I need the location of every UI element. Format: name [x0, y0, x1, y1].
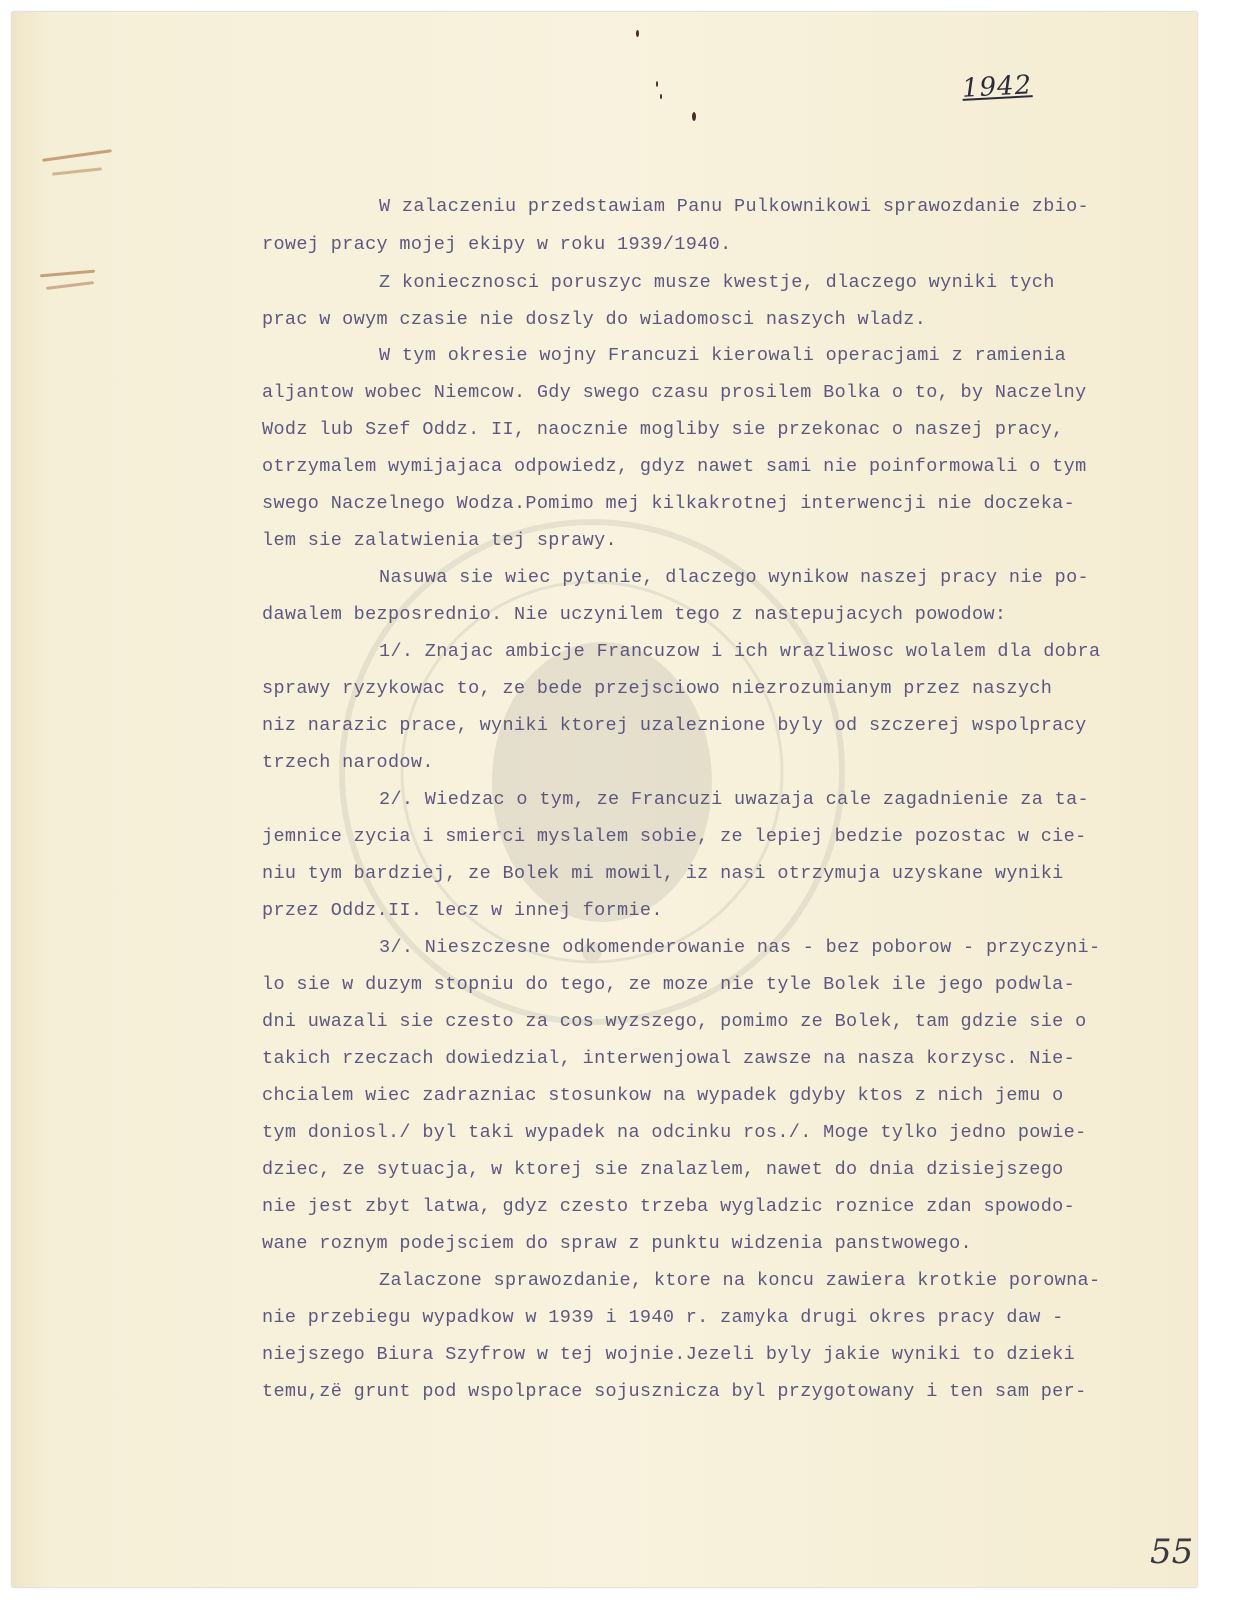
letter-line: Wodz lub Szef Oddz. II, naocznie mogliby sie przekonac o naszej pracy,	[262, 419, 1064, 440]
ink-marks	[632, 26, 732, 136]
letter-line: dni uwazali sie czesto za cos wyzszego, pomimo ze Bolek, tam gdzie sie o	[262, 1011, 1087, 1032]
letter-line: niejszego Biura Szyfrow w tej wojnie.Jezeli byly jakie wyniki to dzieki	[262, 1344, 1076, 1365]
letter-line: dziec, ze sytuacja, w ktorej sie znalazlem, nawet do dnia dzisiejszego	[262, 1159, 1064, 1180]
rust-stain	[46, 281, 94, 290]
letter-line: aljantow wobec Niemcow. Gdy swego czasu prosilem Bolka o to, by Naczelny	[262, 382, 1087, 403]
letter-line: W tym okresie wojny Francuzi kierowali operacjami z ramienia	[379, 345, 1067, 366]
letter-line: 2/. Wiedzac o tym, ze Francuzi uwazaja cale zagadnienie za ta-	[379, 789, 1090, 810]
letter-line: wane roznym podejsciem do spraw z punktu widzenia panstwowego.	[262, 1233, 973, 1254]
letter-line: niu tym bardziej, ze Bolek mi mowil, iz nasi otrzymuja uzyskane wyniki	[262, 863, 1064, 884]
letter-line: dawalem bezposrednio. Nie uczynilem tego z nastepujacych powodow:	[262, 604, 1007, 625]
rust-stain	[52, 167, 102, 175]
letter-line: temu,zë grunt pod wspolprace sojusznicza byl przygotowany i ten sam per-	[262, 1381, 1087, 1402]
letter-line: W zalaczeniu przedstawiam Panu Pulkownikowi sprawozdanie zbio-	[379, 196, 1090, 217]
letter-line: przez Oddz.II. lecz w innej formie.	[262, 900, 663, 921]
letter-line: chcialem wiec zadrazniac stosunkow na wypadek gdyby ktos z nich jemu o	[262, 1085, 1064, 1106]
handwritten-page-number: 55	[1150, 1532, 1194, 1572]
letter-line: sprawy ryzykowac to, ze bede przejsciowo niezrozumianym przez naszych	[262, 678, 1053, 699]
letter-line: nie przebiegu wypadkow w 1939 i 1940 r. zamyka drugi okres pracy daw -	[262, 1307, 1064, 1328]
letter-line: prac w owym czasie nie doszly do wiadomosci naszych wladz.	[262, 309, 927, 330]
rust-stain	[42, 149, 112, 162]
letter-line: Z koniecznosci poruszyc musze kwestje, dlaczego wyniki tych	[379, 272, 1055, 293]
letter-line: lem sie zalatwienia tej sprawy.	[262, 530, 618, 551]
letter-line: rowej pracy mojej ekipy w roku 1939/1940.	[262, 234, 732, 255]
letter-line: Zalaczone sprawozdanie, ktore na koncu zawiera krotkie porowna-	[379, 1270, 1101, 1291]
letter-line: takich rzeczach dowiedzial, interwenjowal zawsze na nasza korzysc. Nie-	[262, 1048, 1076, 1069]
handwritten-year: 1942	[961, 70, 1033, 104]
letter-line: tym doniosl./ byl taki wypadek na odcinku ros./. Moge tylko jedno powie-	[262, 1122, 1087, 1143]
rust-stain	[40, 270, 95, 278]
letter-line: swego Naczelnego Wodza.Pomimo mej kilkakrotnej interwencji nie doczeka-	[262, 493, 1076, 514]
letter-line: 3/. Nieszczesne odkomenderowanie nas - bez poborow - przyczyni-	[379, 937, 1101, 958]
letter-line: trzech narodow.	[262, 752, 434, 773]
letter-line: niz narazic prace, wyniki ktorej uzaleznione byly od szczerej wspolpracy	[262, 715, 1087, 736]
letter-line: nie jest zbyt latwa, gdyz czesto trzeba wygladzic roznice zdan spowodo-	[262, 1196, 1076, 1217]
letter-line: otrzymalem wymijajaca odpowiedz, gdyz nawet sami nie poinformowali o tym	[262, 456, 1087, 477]
letter-line: lo sie w duzym stopniu do tego, ze moze nie tyle Bolek ile jego podwla-	[262, 974, 1076, 995]
document-page	[12, 12, 1197, 1587]
letter-line: jemnice zycia i smierci myslalem sobie, ze lepiej bedzie pozostac w cie-	[262, 826, 1087, 847]
letter-line: Nasuwa sie wiec pytanie, dlaczego wynikow naszej pracy nie po-	[379, 567, 1090, 588]
letter-line: 1/. Znajac ambicje Francuzow i ich wrazliwosc wolalem dla dobra	[379, 641, 1101, 662]
